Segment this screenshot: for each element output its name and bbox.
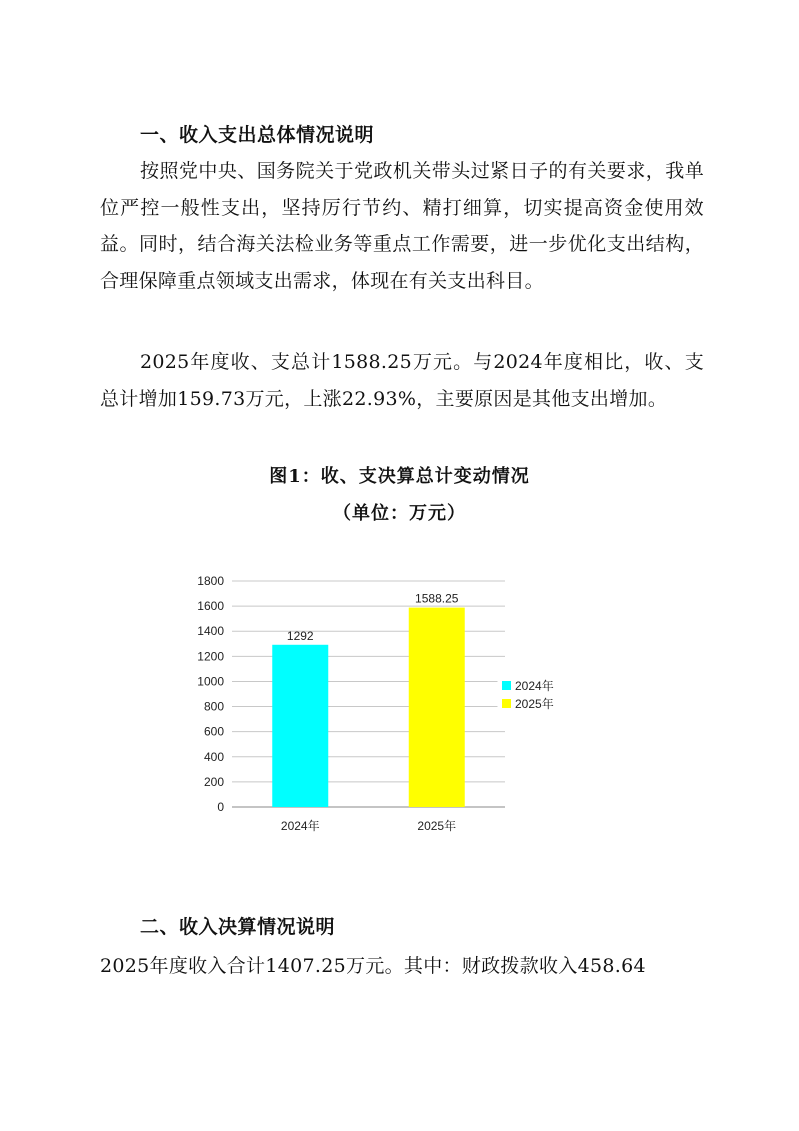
section2-paragraph-1: 2025年度收入合计1407.25万元。其中：财政拨款收入458.64: [100, 955, 646, 977]
legend-label: 2025年: [515, 697, 554, 711]
data-label: 1292: [286, 628, 314, 643]
y-tick-label: 1000: [197, 674, 224, 689]
legend-swatch: [502, 681, 511, 690]
y-tick-label: 1600: [197, 599, 224, 614]
y-tick-label: 1400: [197, 624, 224, 639]
bar: [272, 645, 328, 807]
y-tick-label: 1200: [197, 649, 224, 664]
figure-title: 图1：收、支决算总计变动情况: [269, 466, 530, 487]
data-label: 1588.25: [415, 591, 459, 606]
y-tick-label: 0: [217, 800, 224, 814]
bar: [409, 608, 465, 807]
section2-heading: 二、收入决算情况说明: [140, 916, 336, 938]
y-tick-label: 1800: [197, 574, 224, 588]
bar-chart: [180, 565, 600, 845]
y-tick-label: 800: [203, 699, 224, 714]
y-tick-label: 200: [203, 774, 224, 789]
figure-unit: （单位：万元）: [333, 503, 466, 524]
section1-heading: 一、收入支出总体情况说明: [140, 124, 375, 146]
legend-swatch: [502, 699, 511, 708]
x-tick-label: 2025年: [417, 819, 457, 833]
section1-paragraph-1: 按照党中央、国务院关于党政机关带头过紧日子的有关要求，我单位严控一般性支出，坚持厉行节约、精打细算，切实提高资金使用效益。同时，结合海关法检业务等重点工作需要，进一步优化支出结构，合理保障重点领域支出需求，体现在有关支出科目。: [100, 160, 704, 292]
x-tick-label: 2024年: [280, 819, 320, 833]
legend-label: 2024年: [515, 679, 554, 693]
y-tick-label: 400: [203, 749, 224, 764]
section1-paragraph-2: 2025年度收、支总计1588.25万元。与2024年度相比，收、支总计增加159.73万元，上涨22.93%，主要原因是其他支出增加。: [100, 351, 704, 410]
y-tick-label: 600: [203, 724, 224, 739]
